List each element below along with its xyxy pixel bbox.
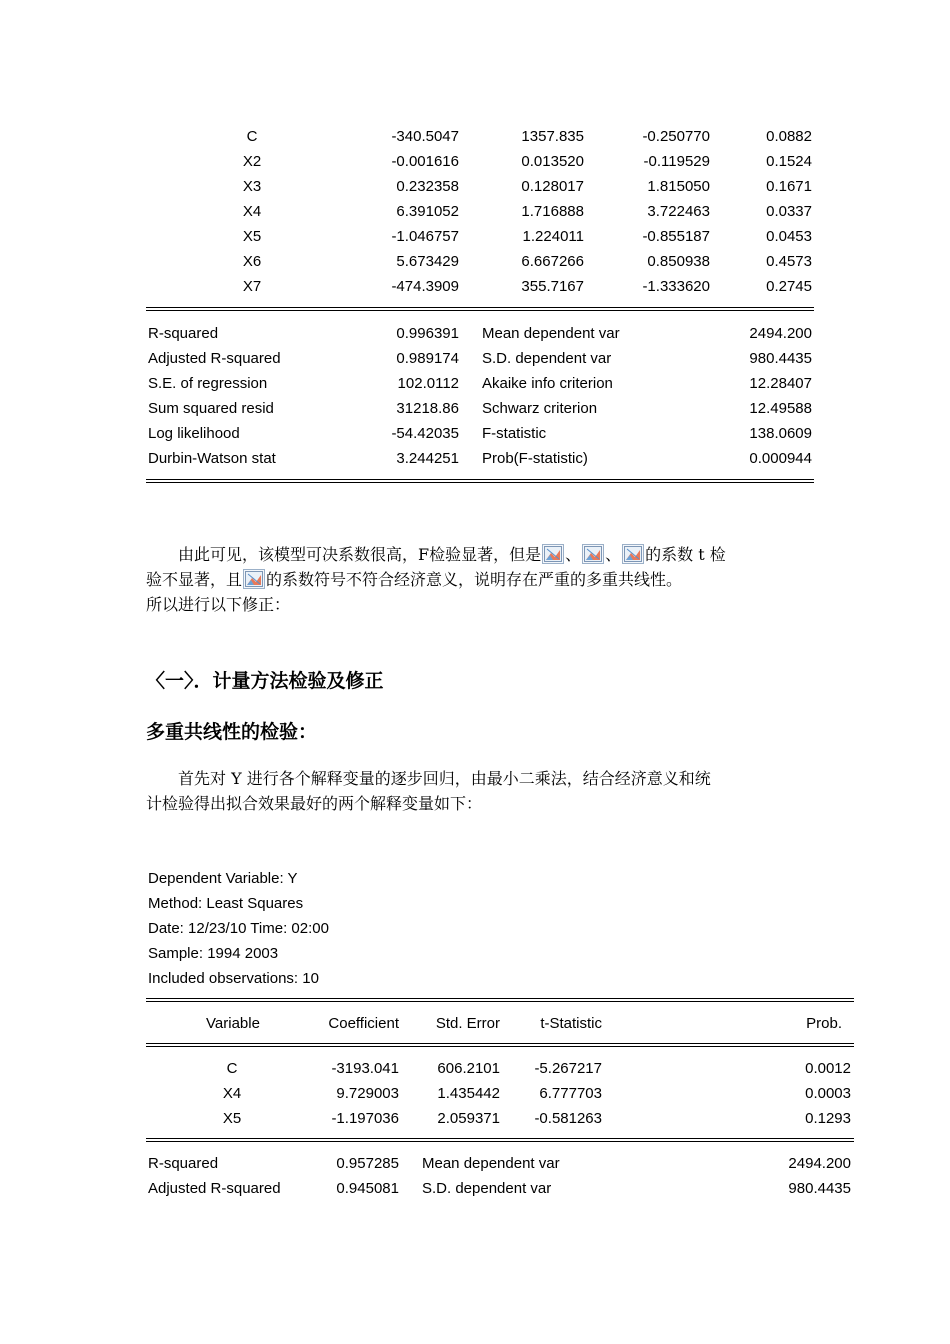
stat-label: Mean dependent var	[422, 1155, 560, 1172]
stat-value: 0.957285	[336, 1155, 399, 1172]
std-error-cell: 0.013520	[521, 153, 584, 170]
stat-value: 102.0112	[397, 375, 459, 392]
table2-top-rule	[146, 998, 854, 1002]
coefficient-cell: 6.391052	[396, 203, 459, 220]
std-error-cell: 1.224011	[522, 228, 584, 245]
broken-image-icon	[542, 544, 564, 564]
coefficient-cell: -1.046757	[391, 228, 459, 245]
text-span: 验不显著，且	[146, 570, 243, 589]
stat-label: Adjusted R-squared	[148, 350, 281, 367]
stat-label: Schwarz criterion	[482, 400, 598, 417]
variable-cell: X2	[242, 153, 262, 170]
std-error-cell: 1357.835	[521, 128, 584, 145]
stat-value: 12.49588	[749, 400, 812, 417]
stat-value: 31218.86	[396, 400, 459, 417]
stat-label: Sum squared resid	[148, 400, 274, 417]
variable-cell: C	[246, 128, 258, 145]
coefficient-cell: 0.232358	[396, 178, 459, 195]
prob-cell: 0.0012	[805, 1060, 851, 1077]
variable-cell: X5	[222, 1110, 242, 1127]
stat-value: 0.996391	[396, 325, 459, 342]
variable-cell: X6	[242, 253, 262, 270]
section-heading: 〈一〉．计量方法检验及修正	[146, 670, 384, 692]
stat-value: 138.0609	[749, 425, 812, 442]
t-statistic-cell: -0.119529	[643, 153, 710, 170]
meta-line: Date: 12/23/10 Time: 02:00	[148, 920, 329, 937]
meta-line: Sample: 1994 2003	[148, 945, 279, 962]
t-statistic-cell: 0.850938	[647, 253, 710, 270]
table2-double-rule	[146, 1138, 854, 1142]
variable-cell: X4	[242, 203, 262, 220]
stat-value: -54.42035	[391, 425, 459, 442]
stat-value: 980.4435	[788, 1180, 851, 1197]
variable-cell: X5	[242, 228, 262, 245]
prob-cell: 0.0003	[805, 1085, 851, 1102]
stat-label: Prob(F-statistic)	[482, 450, 588, 467]
separator: 、	[605, 545, 622, 564]
stat-label: F-statistic	[482, 425, 547, 442]
table2-header-rule	[146, 1043, 854, 1047]
table1-double-rule	[146, 307, 814, 311]
t-statistic-cell: -0.855187	[642, 228, 710, 245]
stat-label: Akaike info criterion	[482, 375, 613, 392]
broken-image-icon	[622, 544, 644, 564]
std-error-cell: 1.435442	[437, 1085, 500, 1102]
meta-line: Included observations: 10	[148, 970, 319, 987]
prob-cell: 0.0453	[766, 228, 812, 245]
coefficient-cell: 9.729003	[336, 1085, 399, 1102]
variable-cell: X4	[222, 1085, 242, 1102]
std-error-cell: 606.2101	[437, 1060, 500, 1077]
coefficient-cell: -474.3909	[391, 278, 459, 295]
paragraph-line: 计检验得出拟合效果最好的两个解释变量如下：	[146, 794, 483, 813]
prob-cell: 0.0337	[766, 203, 812, 220]
t-statistic-cell: 3.722463	[647, 203, 710, 220]
t-statistic-cell: -0.581263	[534, 1110, 602, 1127]
meta-line: Method: Least Squares	[148, 895, 304, 912]
stat-value: 980.4435	[749, 350, 812, 367]
stat-label: R-squared	[148, 325, 219, 342]
coefficient-cell: 5.673429	[396, 253, 459, 270]
stat-value: 0.989174	[396, 350, 459, 367]
prob-cell: 0.0882	[766, 128, 812, 145]
coefficient-cell: -3193.041	[331, 1060, 399, 1077]
stat-label: S.D. dependent var	[422, 1180, 552, 1197]
paragraph-line: 所以进行以下修正：	[146, 595, 291, 614]
text-span: 的系数符号不符合经济意义，说明存在严重的多重共线性。	[266, 570, 683, 589]
variable-cell: X3	[242, 178, 262, 195]
text-span: 由此可见，该模型可决系数很高，F检验显著，但是	[178, 545, 542, 564]
std-error-cell: 0.128017	[521, 178, 584, 195]
column-header: Prob.	[806, 1015, 842, 1032]
text-span: 的系数 t 检	[645, 545, 726, 564]
coefficient-cell: -340.5047	[391, 128, 459, 145]
t-statistic-cell: -0.250770	[642, 128, 710, 145]
broken-image-icon	[582, 544, 604, 564]
subsection-heading: 多重共线性的检验：	[146, 721, 318, 743]
separator: 、	[565, 545, 582, 564]
paragraph-line	[146, 567, 682, 592]
column-header: Std. Error	[435, 1015, 500, 1032]
prob-cell: 0.1293	[805, 1110, 851, 1127]
stat-value: 2494.200	[788, 1155, 851, 1172]
column-header: Coefficient	[328, 1015, 399, 1032]
meta-line: Dependent Variable: Y	[148, 870, 298, 887]
stat-label: Log likelihood	[148, 425, 240, 442]
broken-image-icon	[243, 569, 265, 589]
prob-cell: 0.1524	[766, 153, 812, 170]
t-statistic-cell: 6.777703	[539, 1085, 602, 1102]
stat-label: R-squared	[148, 1155, 219, 1172]
variable-cell: X7	[242, 278, 262, 295]
t-statistic-cell: -5.267217	[534, 1060, 602, 1077]
stat-label: S.D. dependent var	[482, 350, 612, 367]
column-header: Variable	[206, 1015, 260, 1032]
std-error-cell: 6.667266	[521, 253, 584, 270]
stat-label: Durbin-Watson stat	[148, 450, 276, 467]
stat-value: 12.28407	[749, 375, 812, 392]
stat-value: 0.945081	[336, 1180, 399, 1197]
std-error-cell: 355.7167	[521, 278, 584, 295]
t-statistic-cell: -1.333620	[642, 278, 710, 295]
stat-label: S.E. of regression	[148, 375, 268, 392]
stat-label: Mean dependent var	[482, 325, 620, 342]
prob-cell: 0.2745	[766, 278, 812, 295]
prob-cell: 0.4573	[766, 253, 812, 270]
stat-value: 0.000944	[749, 450, 812, 467]
std-error-cell: 2.059371	[437, 1110, 500, 1127]
coefficient-cell: -0.001616	[391, 153, 459, 170]
coefficient-cell: -1.197036	[331, 1110, 399, 1127]
prob-cell: 0.1671	[766, 178, 812, 195]
t-statistic-cell: 1.815050	[647, 178, 710, 195]
column-header: t-Statistic	[540, 1015, 602, 1032]
paragraph-line	[178, 542, 726, 567]
table1-bottom-rule	[146, 479, 814, 483]
stat-label: Adjusted R-squared	[148, 1180, 281, 1197]
paragraph-line: 首先对 Y 进行各个解释变量的逐步回归，由最小二乘法，结合经济意义和统	[178, 769, 711, 788]
variable-cell: C	[226, 1060, 238, 1077]
stat-value: 2494.200	[749, 325, 812, 342]
std-error-cell: 1.716888	[521, 203, 584, 220]
stat-value: 3.244251	[396, 450, 459, 467]
